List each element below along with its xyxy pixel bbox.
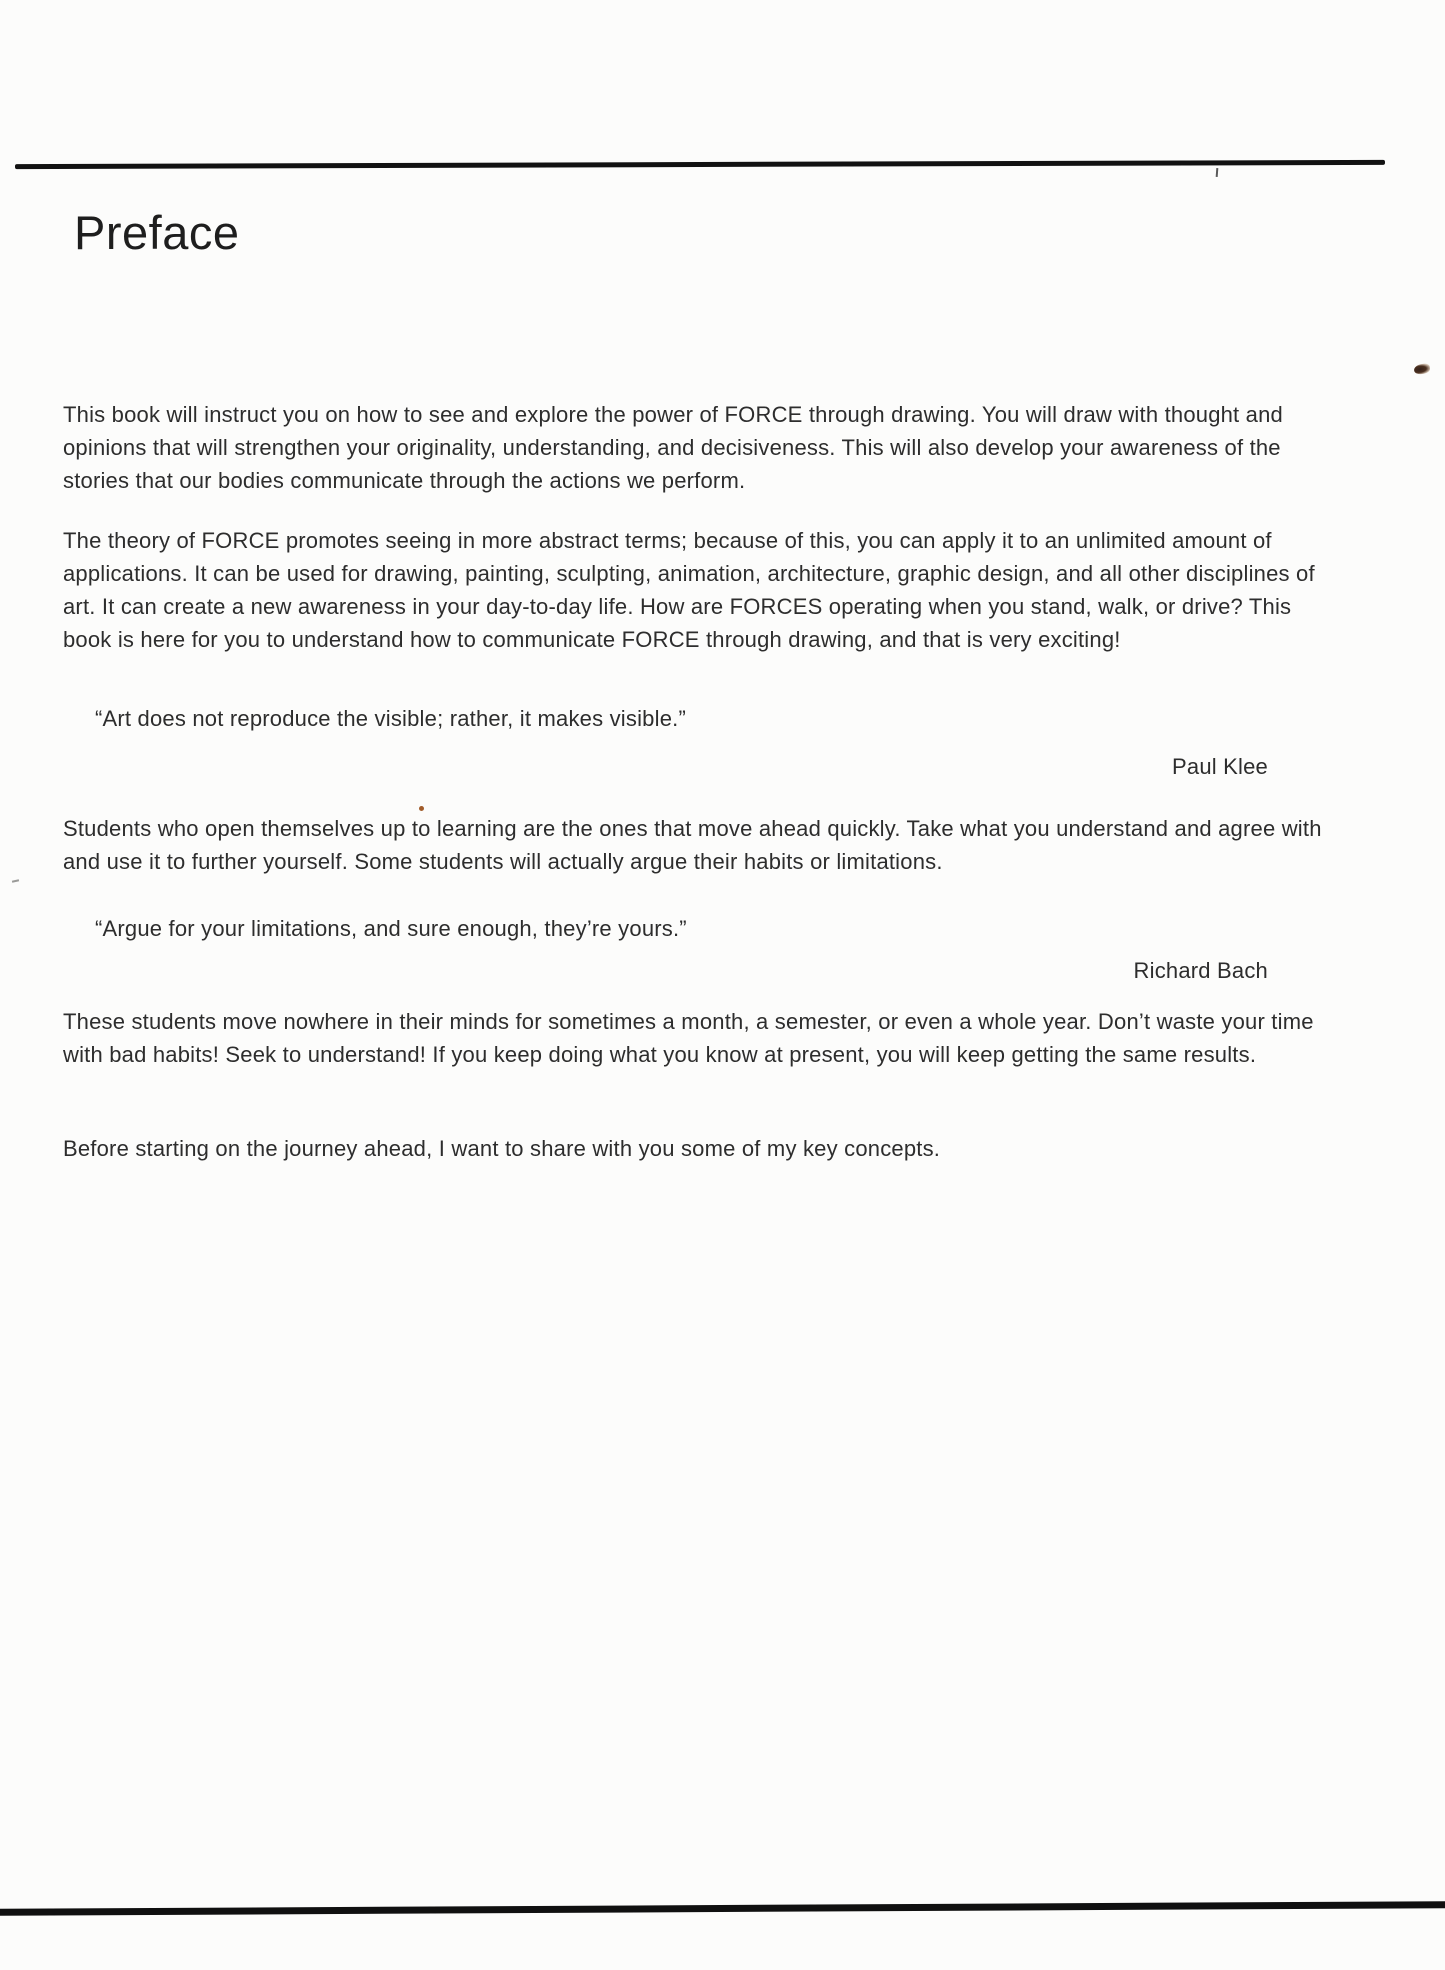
paragraph-closing: Before starting on the journey ahead, I want to share with you some of my key concepts. (63, 1136, 941, 1161)
paragraph-intro: This book will instruct you on how to see and explore the power of FORCE through drawing. You will draw with thought and opinions that will strengthen your originality, understanding, and decisiveness. This will also develop your awareness of the stories that our bodies communicate through the actions we perform. (63, 402, 1283, 493)
ink-speck-icon (1413, 363, 1430, 375)
dust-dot-icon (419, 806, 424, 811)
paragraph-habits: These students move nowhere in their minds for sometimes a month, a semester, or even a whole year. Don’t waste your time with bad habits! Seek to understand! If you keep doing what you know at present, you will keep getting the same results. (63, 1009, 1314, 1067)
page-title: Preface (74, 206, 240, 259)
margin-dash-icon (12, 879, 19, 882)
paragraph-theory: The theory of FORCE promotes seeing in more abstract terms; because of this, you can apply it to an unlimited amount of applications. It can be used for drawing, painting, sculpting, animation, architecture, graphic design, and all other disciplines of art. It can create a new awareness in your day-to-day life. How are FORCES operating when you stand, walk, or drive? This book is here for you to understand how to communicate FORCE through drawing, and that is very exciting! (63, 528, 1315, 652)
quote-attribution-klee: Paul Klee (1172, 754, 1268, 779)
bottom-rule (0, 1901, 1445, 1916)
rule-tick-icon (1216, 168, 1219, 177)
quote-bach: “Argue for your limitations, and sure enough, they’re yours.” (95, 916, 687, 941)
paragraph-students: Students who open themselves up to learning are the ones that move ahead quickly. Take what you understand and agree with and use it to further yourself. Some students will actually argue their habits or limitations. (63, 816, 1322, 874)
quote-attribution-bach: Richard Bach (1133, 958, 1268, 983)
quote-klee: “Art does not reproduce the visible; rather, it makes visible.” (95, 706, 686, 731)
top-rule (15, 160, 1385, 169)
